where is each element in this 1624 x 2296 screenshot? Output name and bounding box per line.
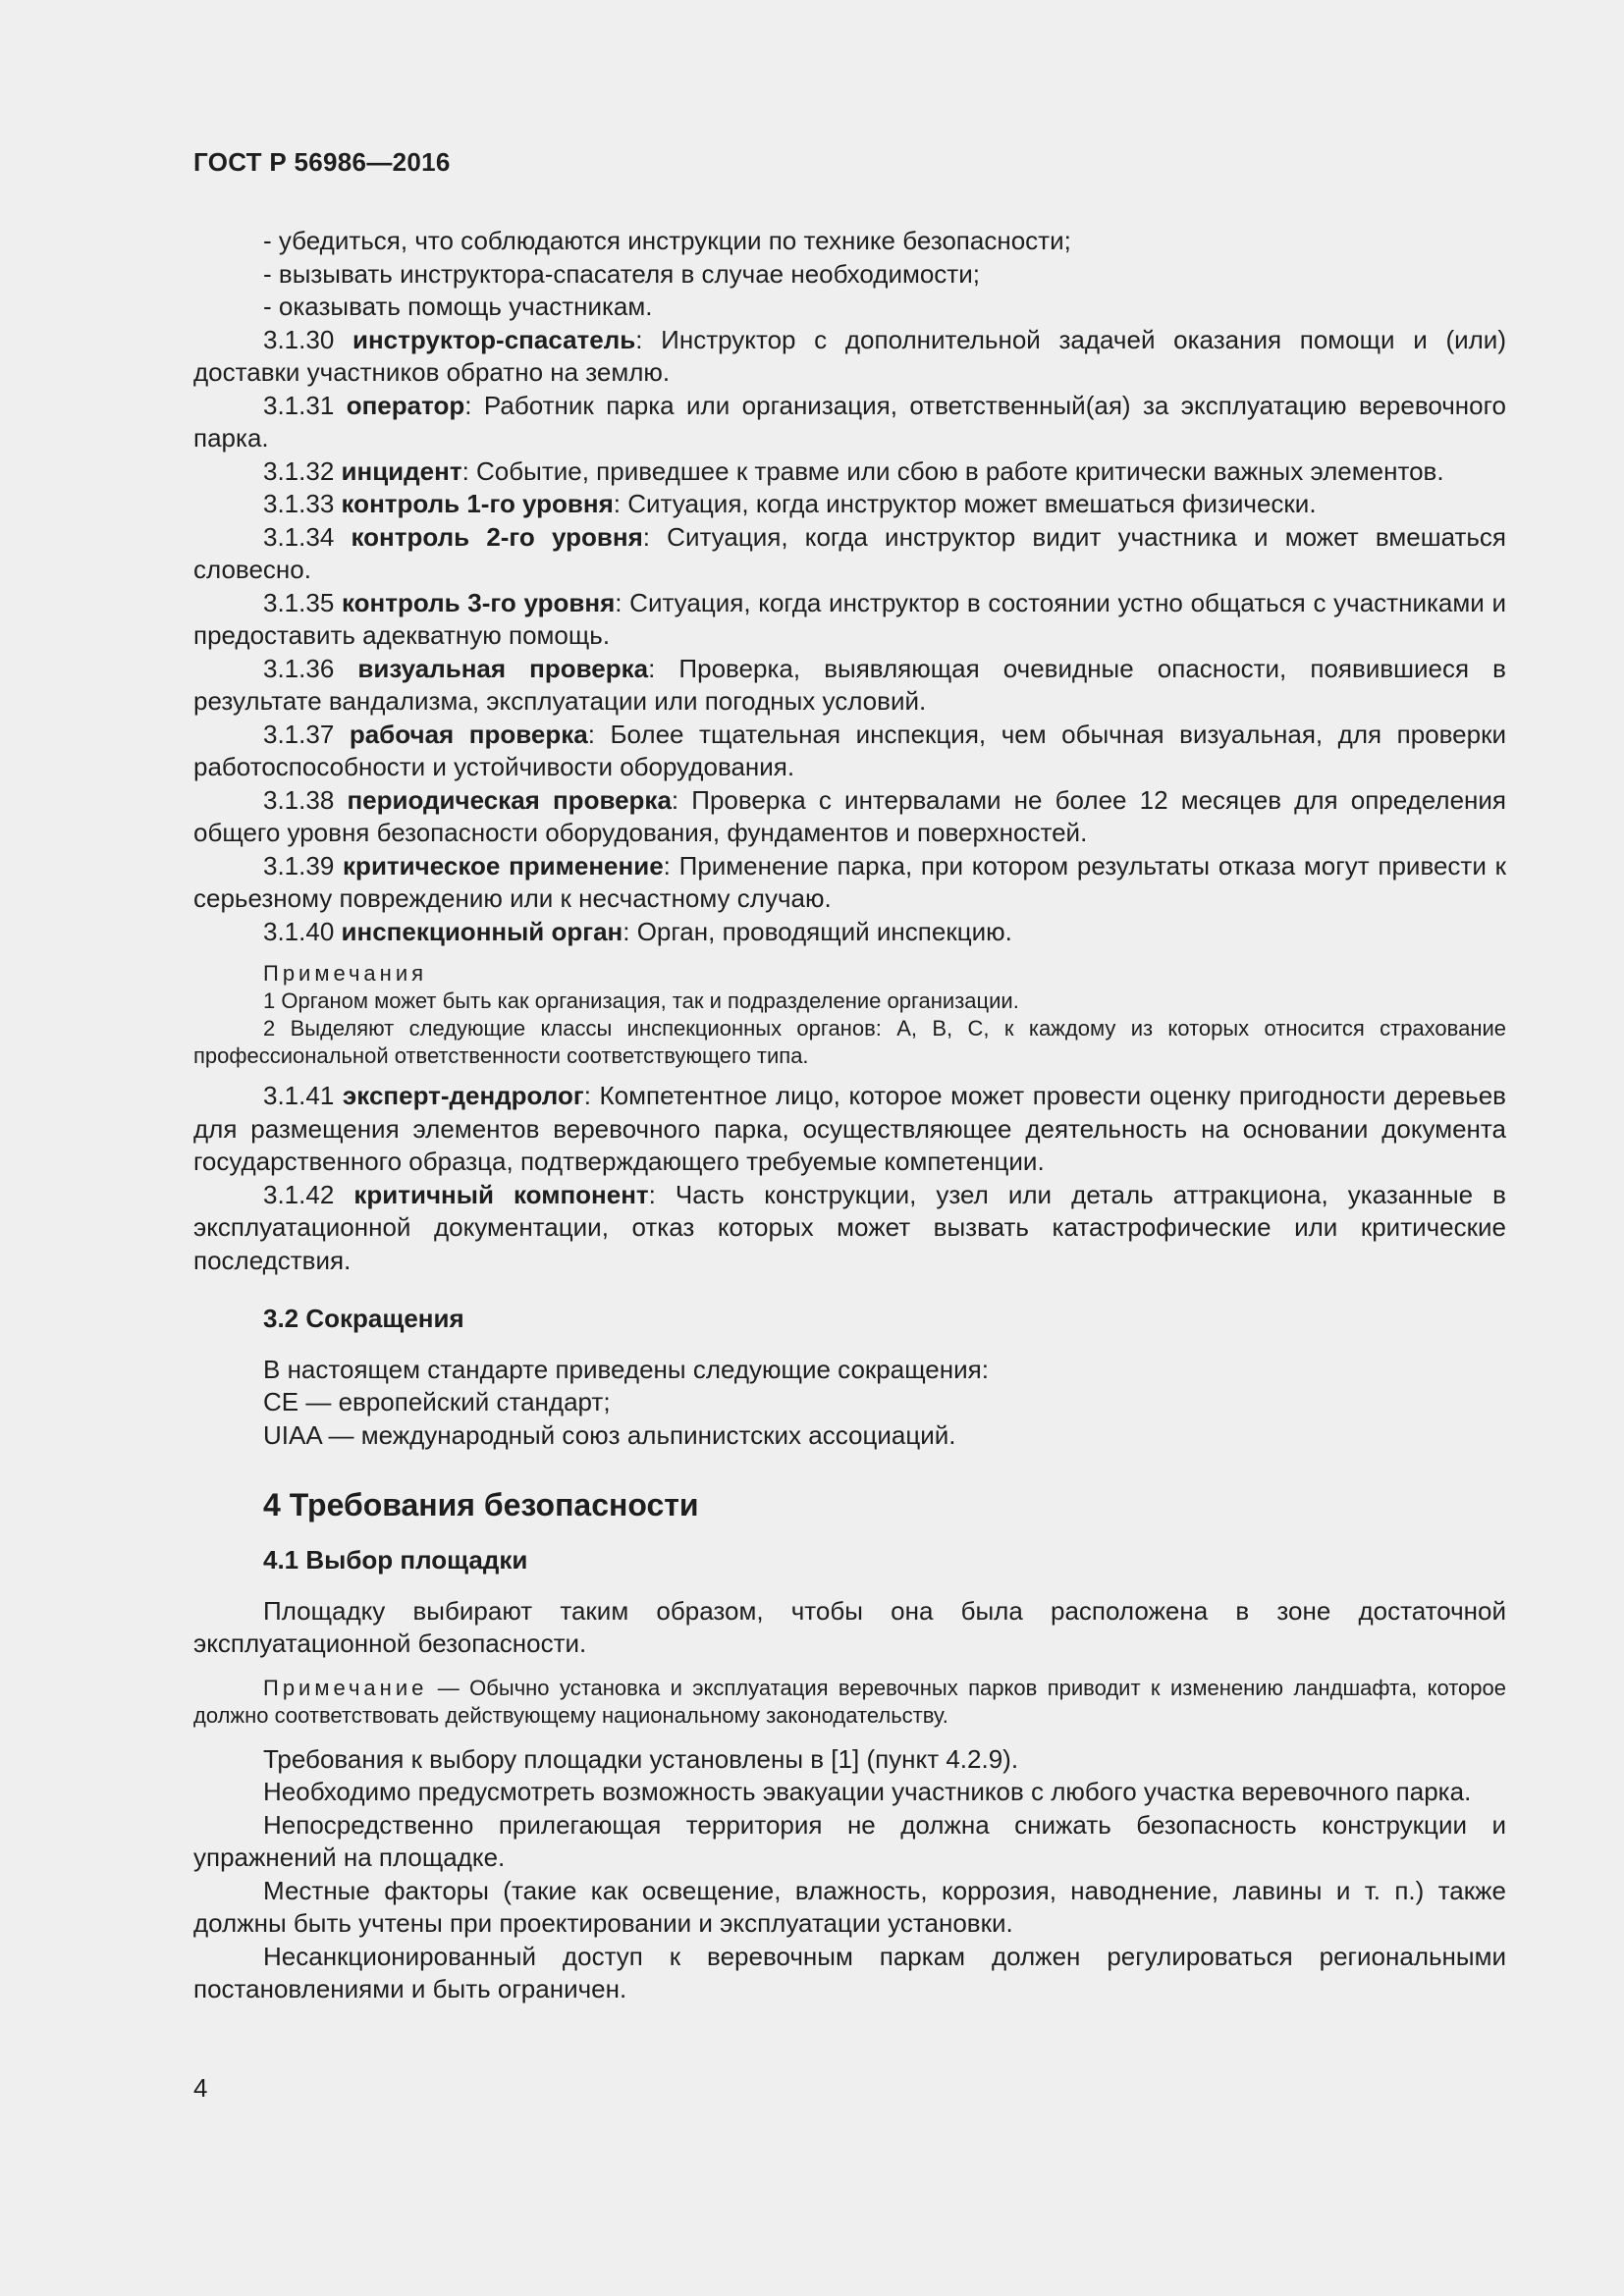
paragraph: Необходимо предусмотреть возможность эвакуации участников с любого участка веревочного парка. bbox=[263, 1777, 1472, 1806]
paragraph: Несанкционированный доступ к веревочным паркам должен регулироваться региональными постановлениями и быть ограничен. bbox=[193, 1941, 1506, 2003]
term-3-1-37 bbox=[193, 719, 1506, 784]
term-name: визуальная проверка bbox=[357, 653, 649, 683]
note-text: — Обычно установка и эксплуатация веревочных парков приводит к изменению ландшафта, которое должно соответствовать действующему национальному законодательству. bbox=[193, 1675, 1506, 1728]
term-number: 3.1.33 bbox=[263, 489, 342, 518]
paragraph: Площадку выбирают таким образом, чтобы она была расположена в зоне достаточной эксплуатационной безопасности. bbox=[193, 1595, 1506, 1658]
term-number: 3.1.42 bbox=[263, 1179, 354, 1209]
term-definition: : Работник парка или организация, ответственный(ая) за эксплуатацию веревочного парка. bbox=[193, 390, 1506, 453]
term-definition: : Ситуация, когда инструктор в состоянии устно общаться с участниками и предоставить адекватную помощь. bbox=[193, 587, 1506, 650]
term-3-1-41 bbox=[193, 1080, 1506, 1179]
section-4-1-title: 4.1 Выбор площадки bbox=[263, 1545, 528, 1575]
term-definition: : Инструктор с дополнительной задачей оказания помощи и (или) доставки участников обратно на землю. bbox=[193, 324, 1506, 387]
page-number: 4 bbox=[193, 2073, 208, 2103]
term-definition: : Событие, приведшее к травме или сбою в работе критически важных элементов. bbox=[461, 455, 1444, 486]
paragraph: Местные факторы (такие как освещение, влажность, коррозия, наводнение, лавины и т. п.) также должны быть учтены при проектировании и эксплуатации установки. bbox=[193, 1875, 1506, 1938]
note-item: 1 Органом может быть как организация, так и подразделение организации. bbox=[263, 988, 1019, 1013]
abbreviations-intro: В настоящем стандарте приведены следующие сокращения: bbox=[263, 1354, 989, 1384]
term-number: 3.1.37 bbox=[263, 719, 350, 749]
term-3-1-32 bbox=[193, 455, 1506, 489]
term-name: рабочая проверка bbox=[349, 719, 588, 749]
bullet-item: - оказывать помощь участникам. bbox=[263, 292, 653, 321]
term-name: оператор bbox=[346, 390, 465, 420]
bullet-item: - вызывать инструктора-спасателя в случае необходимости; bbox=[263, 258, 980, 289]
term-name: критическое применение bbox=[343, 850, 664, 881]
term-number: 3.1.40 bbox=[263, 916, 342, 946]
notes-block bbox=[193, 960, 1506, 1070]
term-3-1-40 bbox=[193, 916, 1506, 949]
term-number: 3.1.30 bbox=[263, 324, 352, 354]
term-number: 3.1.38 bbox=[263, 784, 348, 815]
term-number: 3.1.39 bbox=[263, 850, 344, 881]
term-number: 3.1.41 bbox=[263, 1081, 343, 1110]
term-name: контроль 2-го уровня bbox=[351, 521, 643, 552]
term-definition: : Проверка, выявляющая очевидные опасности, появившиеся в результате вандализма, эксплуатации или погодных условий. bbox=[193, 653, 1506, 716]
note-label: Примечание bbox=[263, 1675, 428, 1700]
page-content bbox=[193, 225, 1506, 2006]
term-definition: : Более тщательная инспекция, чем обычная визуальная, для проверки работоспособности и устойчивости оборудования. bbox=[193, 719, 1506, 781]
term-3-1-39 bbox=[193, 850, 1506, 916]
note-4-1 bbox=[193, 1675, 1506, 1730]
term-number: 3.1.35 bbox=[263, 587, 342, 617]
bullet-item: - убедиться, что соблюдаются инструкции по технике безопасности; bbox=[263, 226, 1071, 255]
term-name: инструктор-спасатель bbox=[352, 324, 636, 354]
term-definition: : Ситуация, когда инструктор видит участника и может вмешаться словесно. bbox=[193, 521, 1506, 584]
term-number: 3.1.34 bbox=[263, 521, 352, 552]
term-number: 3.1.31 bbox=[263, 390, 347, 420]
paragraph: Требования к выбору площадки установлены в [1] (пункт 4.2.9). bbox=[263, 1743, 1019, 1774]
term-3-1-34 bbox=[193, 521, 1506, 587]
term-name: периодическая проверка bbox=[347, 784, 672, 815]
section-4-title: 4 Требования безопасности bbox=[263, 1487, 699, 1522]
abbreviation-item: СЕ — европейский стандарт; bbox=[263, 1387, 611, 1416]
term-name: критичный компонент bbox=[353, 1179, 649, 1209]
note-item: 2 Выделяют следующие классы инспекционных органов: А, В, С, к каждому из которых относится страхование профессиональной ответственности соответствующего типа. bbox=[193, 1016, 1506, 1068]
term-3-1-31 bbox=[193, 390, 1506, 455]
term-3-1-38 bbox=[193, 784, 1506, 850]
term-3-1-36 bbox=[193, 653, 1506, 719]
term-3-1-35 bbox=[193, 587, 1506, 653]
term-name: контроль 1-го уровня bbox=[341, 489, 614, 518]
term-3-1-33 bbox=[193, 488, 1506, 521]
term-name: инспекционный орган bbox=[341, 916, 623, 946]
term-definition: : Проверка с интервалами не более 12 месяцев для определения общего уровня безопасности оборудования, фундаментов и поверхностей. bbox=[193, 784, 1506, 847]
term-number: 3.1.32 bbox=[263, 455, 342, 486]
term-name: эксперт-дендролог bbox=[342, 1081, 584, 1110]
term-definition: : Компетентное лицо, которое может провести оценку пригодности деревьев для размещения элементов веревочного парка, осуществляющее деятельность на основании документа государственного образца, подтверждающего требуемые компетенции. bbox=[193, 1081, 1506, 1176]
term-definition: : Орган, проводящий инспекцию. bbox=[623, 916, 1012, 946]
term-definition: : Применение парка, при котором результаты отказа могут привести к серьезному повреждению или к несчастному случаю. bbox=[193, 850, 1506, 913]
term-definition: : Ситуация, когда инструктор может вмешаться физически. bbox=[613, 489, 1317, 518]
abbreviation-item: UIAA — международный союз альпинистских ассоциаций. bbox=[263, 1419, 956, 1450]
term-name: инцидент bbox=[341, 455, 462, 486]
paragraph: Непосредственно прилегающая территория не должна снижать безопасность конструкции и упражнений на площадке. bbox=[193, 1809, 1506, 1872]
term-number: 3.1.36 bbox=[263, 653, 358, 683]
term-3-1-30 bbox=[193, 324, 1506, 390]
document-header: ГОСТ Р 56986—2016 bbox=[193, 147, 451, 177]
term-definition: : Часть конструкции, узел или деталь аттракциона, указанные в эксплуатационной документации, отказ которых может вызвать катастрофические или критические последствия. bbox=[193, 1179, 1506, 1275]
section-3-2-title: 3.2 Сокращения bbox=[263, 1304, 464, 1333]
term-name: контроль 3-го уровня bbox=[342, 587, 616, 617]
notes-heading: Примечания bbox=[263, 961, 428, 986]
term-3-1-42 bbox=[193, 1179, 1506, 1278]
